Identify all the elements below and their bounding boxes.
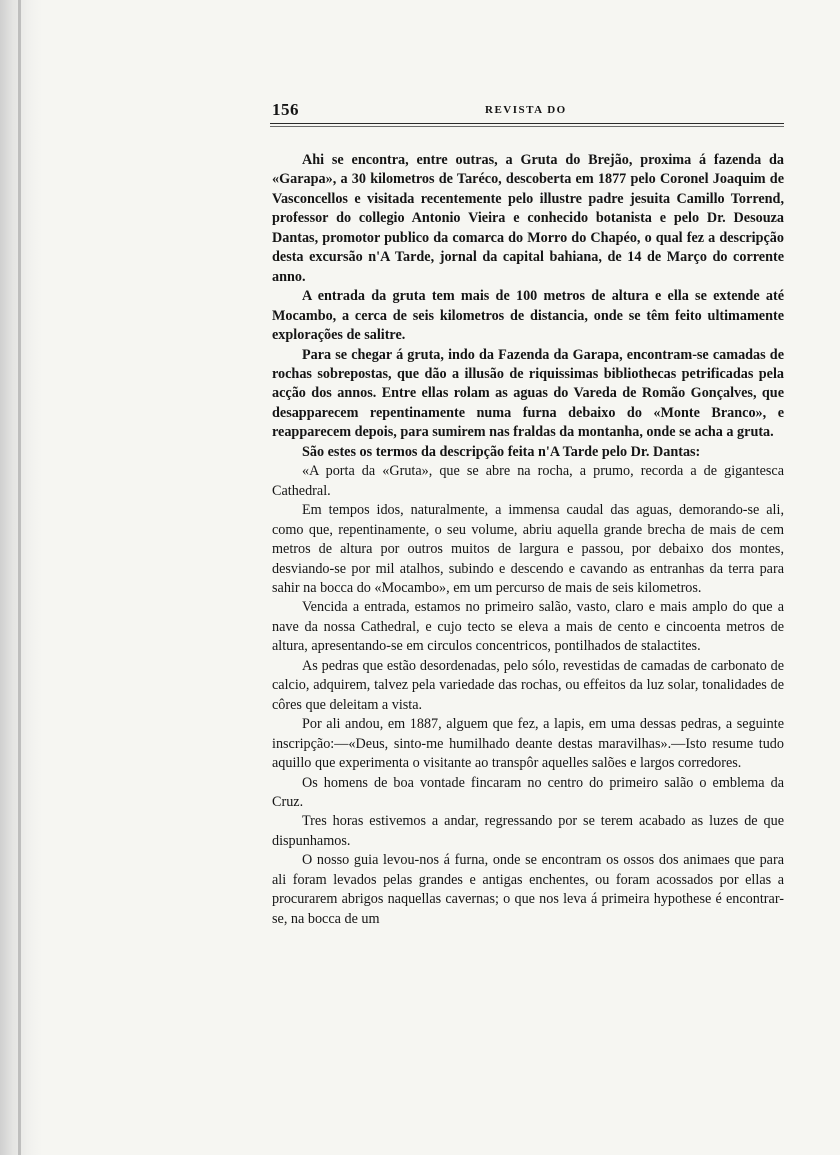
page-binding-shadow	[0, 0, 42, 1155]
article-body	[272, 151, 784, 929]
paragraph: Para se chegar á gruta, indo da Fazenda da Garapa, encontram-se camadas de rochas sobrepostas, que dão a illusão de riquissimas bibliothecas petrificadas pela acção dos annos. Entre ellas rolam as aguas do Vareda de Romão Gonçalves, que desapparecem repentinamente numa furna debaixo do «Monte Branco», e reapparecem depois, para sumirem nas fraldas da montanha, onde se acha a gruta.	[272, 346, 784, 441]
paragraph: Ahi se encontra, entre outras, a Gruta do Brejão, proxima á fazenda da «Garapa», a 30 kilometros de Taréco, descoberta em 1877 pelo Coronel Joaquim de Vasconcellos e visitada recentemente pelo illustre padre jesuita Camillo Torrend, professor do collegio Antonio Vieira e conhecido botanista e pelo Dr. Desouza Dantas, promotor publico da comarca do Morro do Chapéo, o qual fez a descripção desta excursão n'A Tarde, jornal da capital bahiana, de 14 de Março do corrente anno.	[272, 152, 784, 285]
running-head: REVISTA DO	[485, 104, 567, 116]
quoted-paragraph: Por ali andou, em 1887, alguem que fez, a lapis, em uma dessas pedras, a seguinte inscripção:—«Deus, sinto-me humilhado deante destas maravilhas».—Isto resume tudo aquillo que experimenta o visitante ao transpôr aquelles salões e largos corredores.	[272, 716, 784, 772]
header-rule	[270, 123, 784, 124]
binding-edge	[18, 0, 21, 1155]
header-rule-secondary	[270, 126, 784, 127]
quoted-paragraph: «A porta da «Gruta», que se abre na rocha, a prumo, recorda a de gigantesca Cathedral.	[272, 463, 784, 499]
quoted-paragraph: O nosso guia levou-nos á furna, onde se encontram os ossos dos animaes que para ali foram levados pelas grandes e antigas enchentes, ou foram acossados por ellas a procurarem abrigos naquellas cavernas; o que nos leva á primeira hypothese é encontrar-se, na bocca de um	[272, 852, 784, 927]
quoted-paragraph: As pedras que estão desordenadas, pelo sólo, revestidas de camadas de carbonato de calcio, adquirem, talvez pela variedade das rochas, ou effeitos da luz solar, tonalidades de côres que deleitam a vista.	[272, 657, 784, 713]
page-header	[270, 100, 790, 124]
quoted-paragraph: Em tempos idos, naturalmente, a immensa caudal das aguas, demorando-se ali, como que, repentinamente, o seu volume, abriu aquella grande brecha de mais de cem metros de altura por outros muitos de largura e passou, por debaixo dos montes, desviando-se por mil atalhos, subindo e descendo e cavando as entranhas da terra para sahir na bocca do «Mocambo», em um percurso de mais de seis kilometros.	[272, 502, 784, 596]
quoted-paragraph: Vencida a entrada, estamos no primeiro salão, vasto, claro e mais amplo do que a nave da nossa Cathedral, e cujo tecto se eleva a mais de cento e cincoenta metros de altura, apresentando-se em circulos concentricos, pontilhados de stalactites.	[272, 599, 784, 655]
page-header-area	[270, 100, 790, 124]
quoted-paragraph: Tres horas estivemos a andar, regressando por se terem acabado as luzes de que dispunhamos.	[272, 813, 784, 849]
paragraph: São estes os termos da descripção feita n'A Tarde pelo Dr. Dantas:	[302, 443, 701, 460]
page-number: 156	[272, 100, 299, 119]
paragraph: A entrada da gruta tem mais de 100 metros de altura e ella se extende até Mocambo, a cerca de seis kilometros de distancia, onde se têm feito ultimamente explorações de salitre.	[272, 288, 784, 344]
quoted-paragraph: Os homens de boa vontade fincaram no centro do primeiro salão o emblema da Cruz.	[272, 774, 784, 810]
